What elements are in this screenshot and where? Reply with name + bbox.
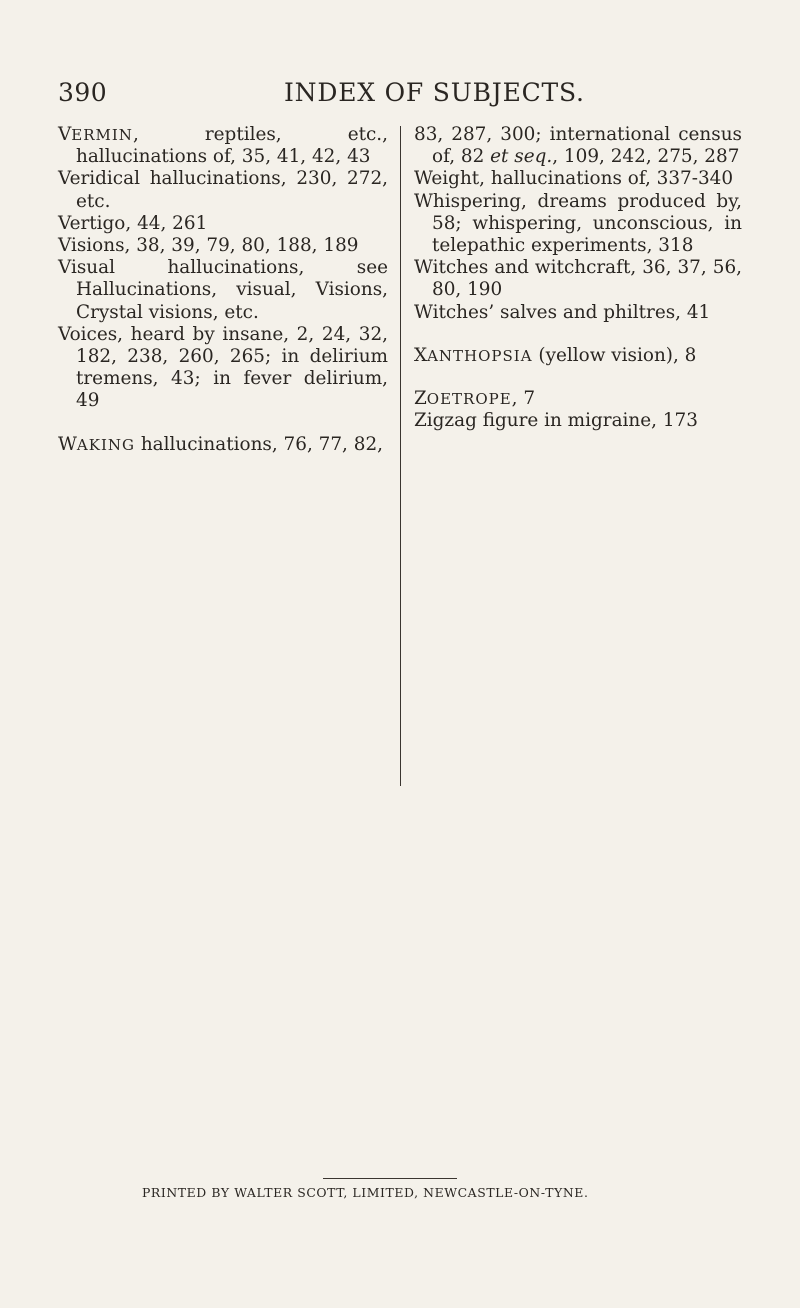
index-entry-veridical: Veridical hallucinations, 230, 272, etc. bbox=[58, 168, 388, 212]
index-entry-zigzag: Zigzag figure in migraine, 173 bbox=[414, 410, 698, 432]
entry-text: , reptiles, etc., hallucinations of, 35, 41, 42, 43 bbox=[76, 124, 388, 168]
page-title: INDEX OF SUBJECTS. bbox=[284, 78, 585, 107]
footer-rule bbox=[323, 1178, 457, 1179]
index-entry-witches: Witches and witchcraft, 36, 37, 56, 80, 190 bbox=[414, 257, 742, 301]
index-entry-waking bbox=[58, 434, 388, 456]
index-entry-voices: Voices, heard by insane, 2, 24, 32, 182, 238, 260, 265; in delirium tremens, 43; in fever delirium, 49 bbox=[58, 323, 388, 412]
index-entry-xanthopsia bbox=[414, 345, 742, 367]
small-caps-headword: ZOETROPE bbox=[414, 388, 512, 410]
index-entry-whispering: Whispering, dreams produced by, 58; whispering, unconscious, in telepathic experiments, 318 bbox=[414, 190, 742, 257]
index-entry-witches-salves: Witches’ salves and philtres, 41 bbox=[414, 301, 711, 323]
index-column-left bbox=[58, 124, 388, 456]
italic-et-seq: et seq. bbox=[490, 146, 553, 168]
entry-text: hallucinations, 76, 77, 82, bbox=[134, 433, 383, 455]
printer-imprint: PRINTED BY WALTER SCOTT, LIMITED, NEWCASTLE-ON-TYNE. bbox=[142, 1185, 589, 1200]
index-entry-visions: Visions, 38, 39, 79, 80, 188, 189 bbox=[58, 235, 359, 257]
index-entry-vertigo: Vertigo, 44, 261 bbox=[58, 212, 208, 234]
small-caps-headword: WAKING bbox=[58, 433, 135, 455]
entry-text: (yellow vision), 8 bbox=[532, 344, 697, 366]
index-entry-zoetrope bbox=[414, 388, 742, 410]
index-entry-vermin bbox=[58, 124, 388, 168]
index-entry-visual-hallucinations: Visual hallucinations, see Hallucinations, visual, Visions, Crystal visions, etc. bbox=[58, 257, 388, 323]
small-caps-headword: VERMIN bbox=[58, 124, 133, 145]
index-entry-weight: Weight, hallucinations of, 337-340 bbox=[414, 168, 734, 190]
small-caps-headword: XANTHOPSIA bbox=[414, 344, 533, 366]
page-number: 390 bbox=[58, 78, 108, 107]
running-head bbox=[58, 78, 738, 118]
index-entry-waking-continued: 83, 287, 300; international census of, 82 et seq., 109, 242, 275, 287 bbox=[414, 124, 742, 168]
column-divider bbox=[400, 126, 401, 786]
index-column-right bbox=[414, 124, 742, 432]
entry-text: , 7 bbox=[511, 388, 536, 410]
